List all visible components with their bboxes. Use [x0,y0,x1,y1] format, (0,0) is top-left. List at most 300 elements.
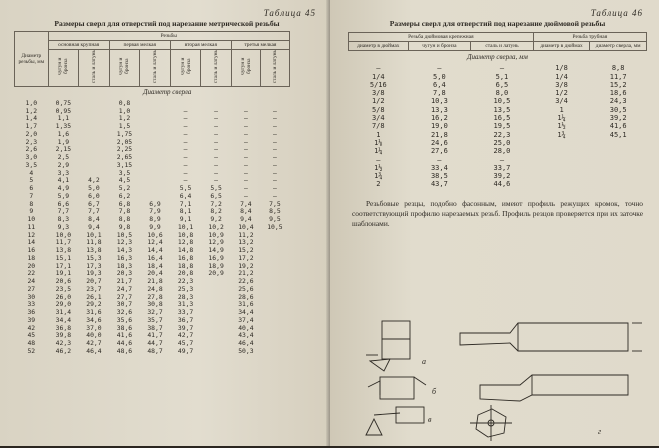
value-cell: — [214,114,219,123]
value-cell: 6,0 [88,191,100,200]
value-cell: 1,35 [55,122,72,130]
value-cell: 15,2 [238,246,254,254]
value-cell: 6,8 [118,199,131,208]
value-cell: — [243,122,248,130]
value-cell [533,164,590,172]
thread-cutter-paragraph: Резьбовые резцы, подобно фасонным, имеют профиль режущих кромок, точно соответствующий профилю нарезаемых резьб. Профиль резцов проверяется при их заточке шаблонами. [352,198,643,228]
value-cell: 22,3 [177,277,194,285]
row-key-cell: 20 [27,261,36,270]
value-cell: 14,4 [147,246,163,254]
table-row [349,180,647,188]
value-cell: — [272,176,277,185]
value-cell: — [183,106,188,115]
value-cell: — [272,191,277,200]
value-cell: 19,5 [493,122,511,131]
value-cell: 1½ [557,122,566,131]
value-cell: 10,3 [430,97,448,106]
value-cell [140,139,171,147]
value-cell: 37,0 [86,323,102,332]
value-cell: — [499,64,505,73]
row-key-cell: 18 [27,253,36,262]
value-cell [140,123,171,131]
value-cell: 10,2 [208,222,224,231]
value-cell: 32,7 [147,308,163,316]
value-cell [79,108,110,116]
value-cell: 19,2 [238,261,254,270]
value-cell: — [183,114,188,123]
value-cell: — [243,114,248,123]
value-cell: 7,2 [210,199,222,208]
col-coarse: основная крупная [48,41,109,50]
row-key-cell: 2,6 [25,145,38,154]
value-cell [289,301,320,309]
value-cell: 1,1 [57,114,70,123]
value-cell: 9,4 [88,222,100,231]
row-key-cell: 3,5 [25,160,38,169]
table-row [349,89,647,97]
value-cell [289,170,320,178]
value-cell [140,108,171,116]
row-key-cell: 4 [29,168,34,177]
value-cell: 6,6 [57,199,70,208]
value-cell: — [243,106,248,115]
value-cell: 18,4 [147,261,163,270]
row-key-cell: 1,0 [25,98,38,107]
value-cell: 1,6 [57,129,70,138]
value-cell: 10,0 [55,230,72,239]
table-row [349,73,647,81]
value-cell [289,325,320,333]
value-cell: 7,9 [149,207,161,216]
value-cell: 10,1 [86,230,102,239]
value-cell: 34,4 [238,308,254,316]
value-cell: 44,6 [493,180,511,189]
col-fine-3: третья мелкая [231,41,289,50]
table-row [349,106,647,114]
value-cell [260,270,289,278]
value-cell: — [272,184,277,192]
value-cell [201,348,232,356]
value-cell: 27,7 [116,292,133,301]
row-key-cell: 30 [27,292,36,301]
row-key-cell: 48 [27,339,36,347]
value-cell [260,317,289,325]
value-cell: 1,75 [116,129,133,138]
value-cell: 25,6 [238,284,254,293]
col-steel: сталь и латунь [471,42,534,51]
table-45-label: Таблица 45 [263,8,316,18]
value-cell: 41,6 [609,122,627,131]
value-cell: 39,2 [493,172,511,181]
value-cell: 20,8 [177,269,194,278]
value-cell: 48,7 [147,346,163,355]
value-cell: 13,3 [430,105,448,114]
value-cell: 10,1 [177,222,194,231]
value-cell: 7,8 [118,207,131,216]
value-cell: 48,6 [116,346,133,355]
value-cell [289,340,320,348]
cutter-shank-view [480,375,628,401]
row-key-cell: 3/8 [371,89,385,98]
value-cell: — [272,114,277,123]
value-cell [260,301,289,309]
value-cell [140,162,171,170]
value-cell: 38,5 [430,172,448,181]
cutter-figure-v [366,407,424,435]
value-cell [201,325,232,333]
value-cell [260,239,289,247]
fig-label-v: в [428,415,432,424]
value-cell: 17,2 [238,253,254,262]
fig-label-b: б [432,387,437,396]
row-key-cell: 42 [27,323,36,332]
value-cell: 13,2 [238,238,254,247]
col-drill-dia: диаметр сверла, мм [590,42,647,51]
value-cell: 11,7 [55,238,72,247]
value-cell [140,115,171,123]
value-cell [289,232,320,240]
value-cell [289,100,320,108]
value-cell: 8,0 [495,89,509,98]
value-cell: 12,8 [177,238,194,247]
value-cell: 9,4 [240,215,252,223]
mat-steel: сталь и латунь [213,49,220,83]
value-cell: 27,6 [430,147,448,156]
value-cell [289,154,320,162]
value-cell: 20,3 [116,269,133,278]
value-cell [79,100,110,108]
table-row [349,156,647,164]
value-cell [260,332,289,340]
value-cell: 5,9 [57,191,70,200]
value-cell: 10,5 [116,230,133,239]
value-cell [289,332,320,340]
value-cell [140,100,171,108]
value-cell: 3/8 [555,80,568,89]
value-cell: — [214,145,219,154]
value-cell: 25,3 [177,284,194,293]
table-45-caption: Диаметр сверла [143,88,192,96]
value-cell: 31,4 [55,308,72,316]
value-cell: 5,2 [118,184,131,192]
value-cell: 33,4 [430,163,448,172]
value-cell: 38,6 [116,323,133,332]
row-key-cell: 2,0 [25,129,38,138]
value-cell: 29,2 [86,300,102,309]
value-cell [140,131,171,139]
value-cell: 2,9 [57,160,70,169]
table-46-caption: Диаметр сверла, мм [467,53,528,61]
value-cell [533,180,590,188]
value-cell [289,317,320,325]
value-cell: — [183,145,188,154]
col-inch-dia: диаметр в дюймах [349,42,409,51]
value-cell [289,185,320,193]
value-cell [590,147,647,155]
value-cell: 23,7 [86,284,102,293]
value-cell: 3,5 [118,168,131,177]
value-cell: 24,7 [116,284,133,293]
value-cell: 41,6 [116,331,133,340]
value-cell [289,108,320,116]
value-cell [289,123,320,131]
value-cell: 18,6 [609,89,627,98]
value-cell: 9,3 [57,222,70,231]
value-cell: 5,1 [495,72,509,81]
value-cell: 20,4 [147,269,163,278]
value-cell [590,139,647,147]
value-cell: 31,3 [177,300,194,309]
value-cell: — [183,122,188,130]
value-cell [289,286,320,294]
value-cell [79,123,110,131]
value-cell: 12,4 [147,238,163,247]
value-cell: 16,3 [116,253,133,262]
table-46 [348,32,647,189]
value-cell: 31,6 [86,308,102,316]
value-cell: — [183,176,188,185]
row-key-cell: 1½ [374,163,383,172]
row-key-cell: 33 [27,300,36,309]
value-cell: 42,7 [177,331,194,340]
value-cell: — [183,129,188,138]
value-cell: 6,9 [149,199,161,208]
value-cell [260,232,289,240]
value-cell: 21,2 [238,269,254,278]
table-46-title: Размеры сверл для отверстий под нарезание дюймовой резьбы [389,19,606,28]
table-row [15,348,321,356]
row-key-cell: 7 [29,191,34,200]
value-cell: — [272,129,277,138]
value-cell: 37,4 [238,315,254,324]
value-cell [201,332,232,340]
value-cell: — [214,106,219,115]
cutter-side-view [460,323,642,351]
value-cell: — [214,137,219,146]
value-cell: 9,1 [179,215,192,223]
value-cell: 0,95 [55,106,72,115]
value-cell: 18,3 [116,261,133,270]
row-key-cell: 8 [29,199,34,208]
value-cell: 46,4 [238,339,254,347]
value-cell [79,162,110,170]
value-cell [260,263,289,271]
row-key-cell: 52 [27,346,36,355]
value-cell: 1,9 [57,137,70,146]
value-cell: 22,3 [493,130,511,139]
value-cell: 6,5 [495,80,509,89]
table-row [349,122,647,130]
value-cell: 1/2 [555,89,568,98]
value-cell: 11,8 [86,238,102,247]
value-cell: — [243,145,248,154]
value-cell: 0,8 [118,98,131,107]
value-cell: 1,0 [118,106,131,115]
value-cell: 16,4 [147,253,163,262]
value-cell: 26,0 [55,292,72,301]
thread-cutter-drawings [360,315,650,443]
value-cell: 13,8 [86,246,102,254]
value-cell: 40,0 [86,331,102,340]
value-cell: 36,7 [177,315,194,324]
row-key-cell: 1¾ [374,172,383,181]
value-cell [201,301,232,309]
value-cell: 30,8 [147,300,163,309]
value-cell: 28,6 [238,292,254,301]
value-cell: 7,7 [57,207,70,216]
value-cell: — [214,122,219,130]
value-cell [590,172,647,180]
value-cell [289,216,320,224]
value-cell [289,239,320,247]
value-cell [260,309,289,317]
value-cell: — [243,168,248,177]
value-cell: 5,0 [433,72,446,81]
value-cell: 25,0 [493,138,511,147]
value-cell: — [214,176,219,185]
value-cell: 19,1 [55,269,72,278]
value-cell [289,224,320,232]
row-key-cell: 1¼ [374,147,383,156]
value-cell: 14,8 [177,246,194,254]
value-cell: 49,7 [177,346,194,355]
value-cell: 40,4 [238,323,254,332]
value-cell: — [243,191,248,200]
mat-cast-iron: чугун и бронза [57,57,70,75]
value-cell: 33,7 [177,308,194,316]
value-cell: 17,3 [86,261,102,270]
value-cell: 24,3 [609,97,627,106]
value-cell: — [243,129,248,138]
left-page [0,0,330,446]
value-cell: 2,5 [57,153,70,161]
value-cell: 21,8 [430,130,448,139]
value-cell: 8,3 [57,215,70,223]
value-cell: — [214,153,219,161]
value-cell: 3/4 [555,97,568,106]
value-cell: 18,8 [177,261,194,270]
value-cell: 36,8 [55,323,72,332]
value-cell [289,177,320,185]
value-cell: — [183,153,188,161]
value-cell: 6,4 [179,191,192,200]
value-cell [201,317,232,325]
value-cell [289,278,320,286]
value-cell: 16,8 [177,253,194,262]
value-cell: — [243,153,248,161]
value-cell: 28,3 [177,292,194,301]
value-cell [590,164,647,172]
value-cell: — [437,155,442,164]
value-cell: — [272,160,277,169]
value-cell [79,115,110,123]
value-cell: — [272,168,277,177]
value-cell [289,255,320,263]
value-cell: 11,2 [238,230,254,239]
value-cell: 31,6 [238,300,254,309]
value-cell: 39,7 [177,323,194,332]
value-cell: 2,65 [116,153,133,161]
value-cell: 2,15 [55,145,72,154]
row-key-cell: 1 [376,130,381,139]
value-cell [260,286,289,294]
value-cell: 46,2 [55,346,72,355]
value-cell: 10,5 [493,97,511,106]
value-cell [260,247,289,255]
value-cell: 6,4 [433,80,446,89]
cutter-figure-b [368,377,426,399]
row-key-cell: 3,0 [25,153,38,161]
value-cell: 12,3 [116,238,133,247]
value-cell [289,201,320,209]
table-row [349,147,647,155]
value-cell: 44,7 [147,339,163,347]
value-cell: — [272,122,277,130]
col-fine-2: вторая мелкая [170,41,231,50]
value-cell: 9,8 [118,222,131,231]
value-cell: — [272,106,277,115]
value-cell: 6,2 [118,191,131,200]
value-cell: 15,1 [55,253,72,262]
value-cell [201,286,232,294]
mat-cast-iron: чугун и бронза [179,57,192,75]
value-cell: 11,7 [609,72,627,81]
row-key-cell: 2 [376,180,381,189]
row-key-cell: — [376,64,381,73]
value-cell: 27,8 [147,292,163,301]
value-cell: 8,4 [240,207,252,216]
value-cell [260,325,289,333]
value-cell: 13,8 [55,246,72,254]
value-cell: 45,7 [177,339,194,347]
value-cell: 6,5 [210,191,222,200]
mat-steel: сталь и латунь [152,49,158,83]
value-cell: 34,6 [86,315,102,324]
value-cell: 19,0 [430,122,448,131]
value-cell: 4,1 [57,176,70,185]
value-cell: 7,8 [433,89,446,98]
row-key-cell: 1/4 [371,72,385,81]
value-cell: 43,4 [238,331,254,340]
value-cell [79,154,110,162]
value-cell [289,263,320,271]
fig-label-a: а [422,357,426,366]
table-row [349,114,647,122]
value-cell: 15,3 [86,253,102,262]
col-group-pipe: Резьба трубная [533,33,646,42]
value-cell: 20,9 [208,269,224,278]
value-cell: — [272,153,277,161]
value-cell [140,177,171,185]
value-cell: — [272,137,277,146]
value-cell: 1,5 [118,122,131,130]
row-key-cell: 1/2 [371,97,385,106]
value-cell: 6,7 [88,199,100,208]
col-group-threads: Резьбы [48,32,289,41]
row-key-cell: 16 [27,246,36,254]
value-cell: 21,7 [116,277,133,285]
value-cell [260,294,289,302]
value-cell: — [243,160,248,169]
col-thread-diameter: Диаметр резьбы, мм [15,32,49,87]
value-cell: 1,2 [118,114,131,123]
value-cell: 26,1 [86,292,102,301]
value-cell [289,270,320,278]
fig-label-g: г [598,427,602,436]
value-cell [289,131,320,139]
value-cell: 4,5 [118,176,131,185]
value-cell: 30,5 [609,105,627,114]
